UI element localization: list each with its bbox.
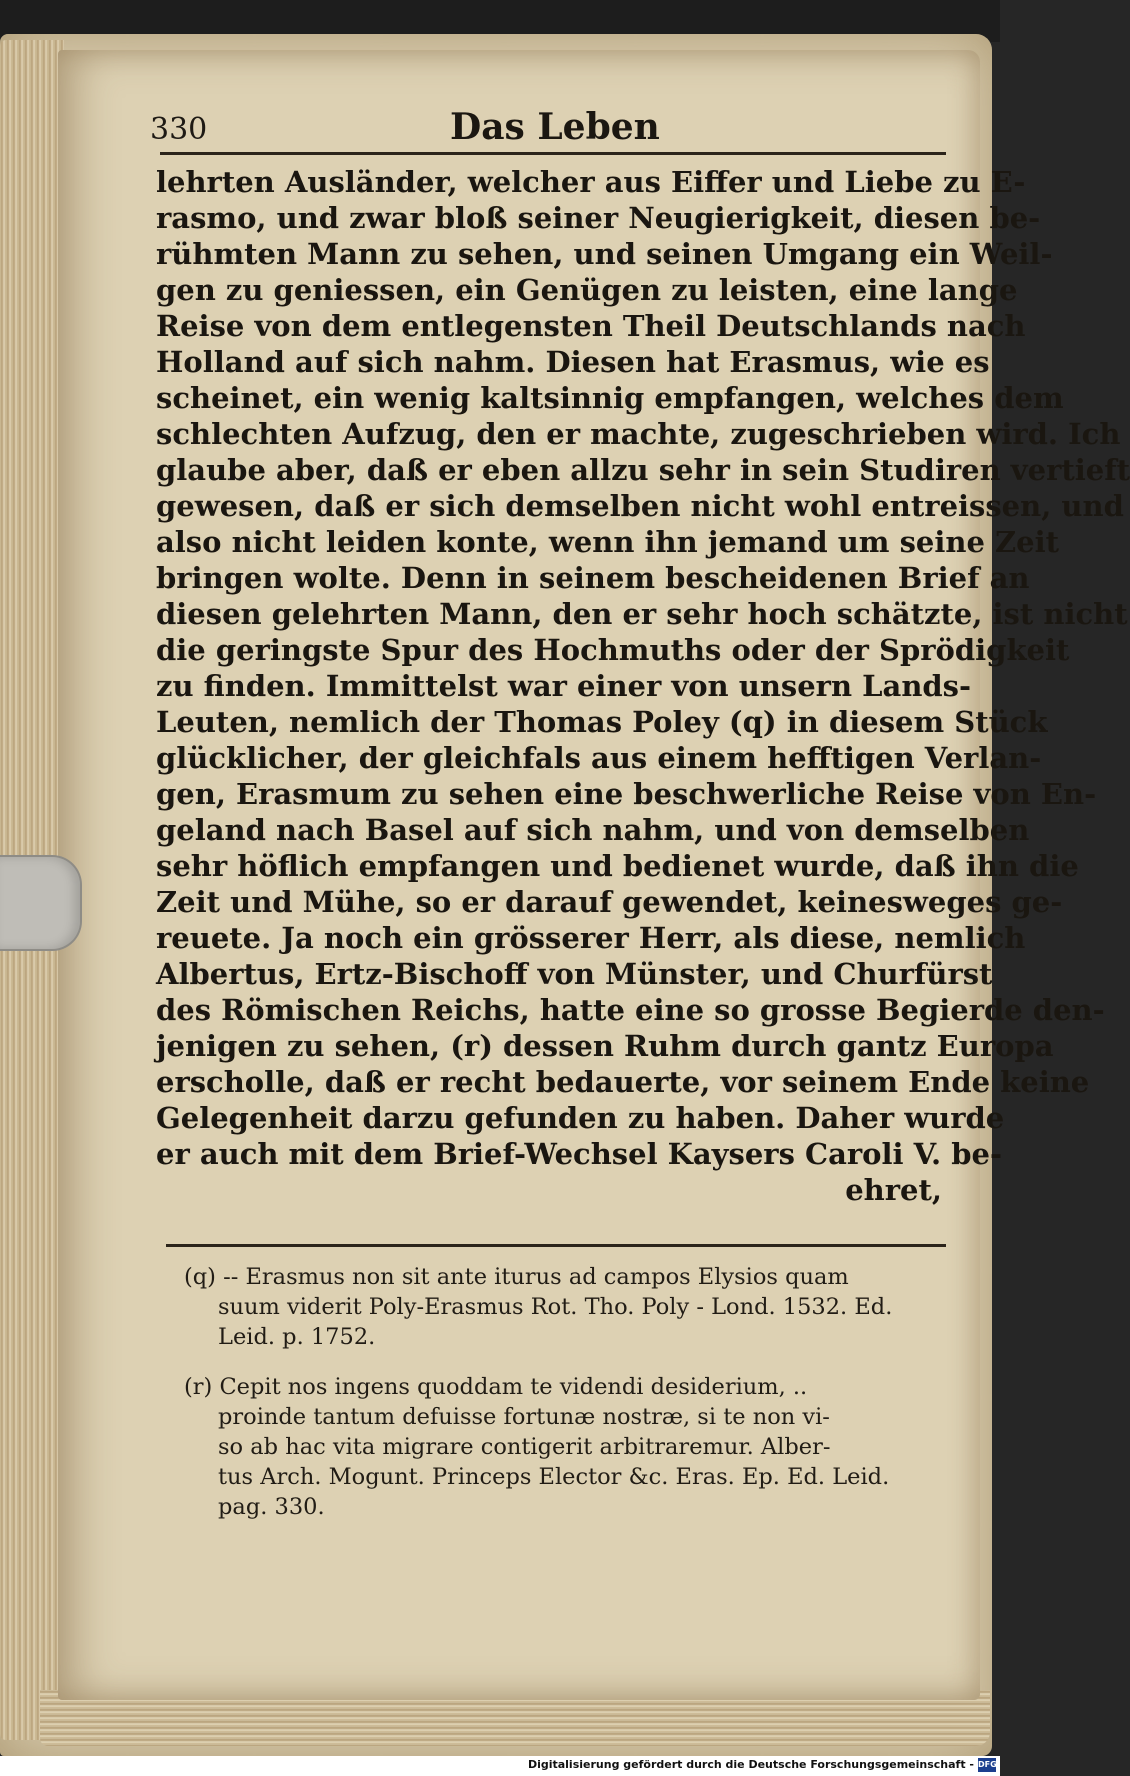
- header-rule: [160, 152, 946, 155]
- body-line: rühmten Mann zu sehen, und seinen Umgang ein Weil-: [156, 237, 1053, 271]
- page-number: 330: [150, 112, 208, 147]
- body-line: glücklicher, der gleichfals aus einem hefftigen Verlan-: [156, 741, 1042, 775]
- body-line: glaube aber, daß er eben allzu sehr in sein Studiren vertieft: [156, 453, 1130, 487]
- footnote-rule: [166, 1244, 946, 1247]
- body-line: also nicht leiden konte, wenn ihn jemand um seine Zeit: [156, 525, 1060, 559]
- body-line: schlechten Aufzug, den er machte, zugeschrieben wird. Ich: [156, 417, 1121, 451]
- footnote-line: proinde tantum defuisse fortunæ nostræ, si te non vi-: [218, 1404, 830, 1430]
- body-line: zu finden. Immittelst war einer von unsern Lands-: [156, 669, 972, 703]
- body-line: Reise von dem entlegensten Theil Deutschlands nach: [156, 309, 1026, 343]
- footnote-r: [184, 1372, 944, 1522]
- footnote-line: so ab hac vita migrare contigerit arbitraremur. Alber-: [218, 1434, 831, 1460]
- running-head: [150, 106, 940, 156]
- body-line: Gelegenheit darzu gefunden zu haben. Daher wurde: [156, 1101, 1005, 1135]
- body-line: des Römischen Reichs, hatte eine so grosse Begierde den-: [156, 993, 1105, 1027]
- body-line: die geringste Spur des Hochmuths oder der Sprödigkeit: [156, 633, 1070, 667]
- body-line: Albertus, Ertz-Bischoff von Münster, und Churfürst: [156, 957, 993, 991]
- body-line: gen, Erasmum zu sehen eine beschwerliche Reise von En-: [156, 777, 1097, 811]
- body-line: geland nach Basel auf sich nahm, und von demselben: [156, 813, 1030, 847]
- footnote-q: [184, 1262, 944, 1352]
- body-line: Holland auf sich nahm. Diesen hat Erasmus, wie es: [156, 345, 990, 379]
- running-title: Das Leben: [450, 106, 660, 148]
- body-line: Leuten, nemlich der Thomas Poley (q) in diesem Stück: [156, 705, 1048, 739]
- body-line: gen zu geniessen, ein Genügen zu leisten, eine lange: [156, 273, 1018, 307]
- body-line: scheinet, ein wenig kaltsinnig empfangen, welches dem: [156, 381, 1064, 415]
- footnote-line: (q) -- Erasmus non sit ante iturus ad campos Elysios quam: [184, 1264, 849, 1290]
- body-line: er auch mit dem Brief-Wechsel Kaysers Caroli V. be-: [156, 1137, 1003, 1171]
- body-line: reuete. Ja noch ein grösserer Herr, als diese, nemlich: [156, 921, 1026, 955]
- catchword: ehret,: [845, 1173, 942, 1207]
- body-line: lehrten Ausländer, welcher aus Eiffer und Liebe zu E-: [156, 165, 1026, 199]
- body-line: gewesen, daß er sich demselben nicht wohl entreissen, und: [156, 489, 1124, 523]
- footnote-line: pag. 330.: [218, 1494, 325, 1520]
- body-line: jenigen zu sehen, (r) dessen Ruhm durch gantz Europa: [156, 1029, 1054, 1063]
- footnote-line: Leid. p. 1752.: [218, 1324, 376, 1350]
- footer-credit: Digitalisierung gefördert durch die Deutsche Forschungsgemeinschaft -: [527, 1758, 974, 1771]
- footnote-line: suum viderit Poly-Erasmus Rot. Tho. Poly - Lond. 1532. Ed.: [218, 1294, 893, 1320]
- digitization-footer: [0, 1756, 1000, 1776]
- body-line: erschollе, daß er recht bedauerte, vor seinem Ende keine: [156, 1065, 1090, 1099]
- body-line: Zeit und Mühe, so er darauf gewendet, keinesweges ge-: [156, 885, 1063, 919]
- body-line: rasmo, und zwar bloß seiner Neugierigkeit, diesen be-: [156, 201, 1041, 235]
- dfg-logo-icon: DFG: [978, 1758, 996, 1772]
- footnote-gap: [184, 1352, 944, 1372]
- page-clip: [0, 855, 82, 951]
- body-line: bringen wolte. Denn in seinem bescheidenen Brief an: [156, 561, 1030, 595]
- footnote-line: tus Arch. Mogunt. Princeps Elector &c. Eras. Ep. Ed. Leid.: [218, 1464, 890, 1490]
- body-line: diesen gelehrten Mann, den er sehr hoch schätzte, ist nicht: [156, 597, 1128, 631]
- footnote-line: (r) Cepit nos ingens quoddam te videndi desiderium, ..: [184, 1374, 808, 1400]
- footnotes: [184, 1262, 944, 1522]
- body-text: [156, 164, 1130, 1208]
- body-line: sehr höflich empfangen und bedienet wurde, daß ihn die: [156, 849, 1079, 883]
